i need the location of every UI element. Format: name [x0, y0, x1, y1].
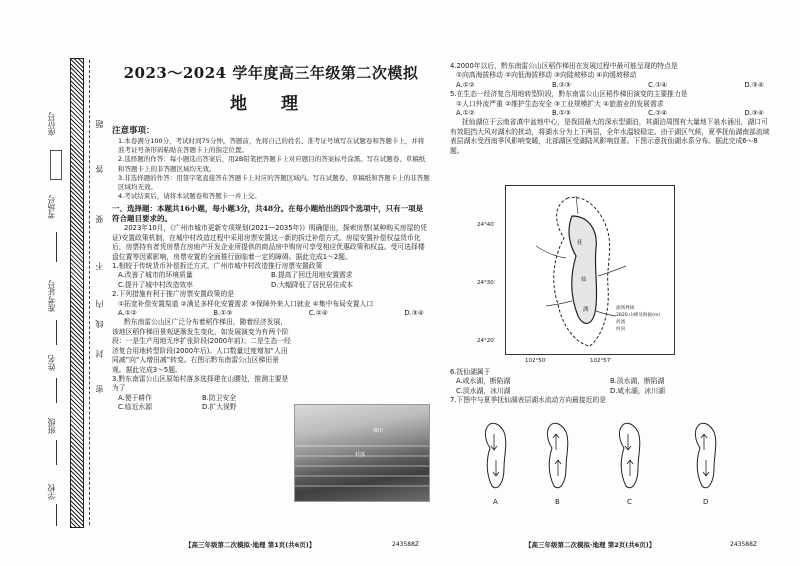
- name-label: 姓名: [47, 355, 56, 371]
- footer-right: 【高三年级第二次模拟·地理 第2页(共6页)】: [525, 541, 656, 549]
- passage-3: 抚仙湖位于云南省滇中盆地中心，是我国最大的深水型湖泊，其湖泊周围有大量地下泉水涌出，湖口可有效阻挡大风对湖水的扰动，将湖水分为上下两层，全年水温较稳定。由于湖区气候，夏季抚仙湖南部流域表层湖水受西南季风影响变暖，北部湖区受湖陆风影响显著。下图示意抚仙湖水系分布。据此完成6～8题。: [450, 118, 770, 155]
- map-lon-label: 102°50′: [525, 358, 547, 364]
- option-d[interactable]: D.大幅降低了居民居住成本: [271, 280, 354, 289]
- question-3: 3.黔东南雷公山区原始村落多选择建在山腰处，推测主要是为了: [112, 374, 289, 393]
- option-d[interactable]: D.③④: [744, 109, 764, 118]
- notice-item: 1.本卷满分100分，考试时间75分钟。答题前，先将自己的姓名、准考证号填写在试题卷和答题卡上，并将准考证号条形码粘贴在答题卡上的指定位置。: [118, 137, 425, 155]
- notice-heading: 注意事项：: [112, 126, 155, 136]
- binding-margin: [0, 0, 110, 566]
- lake-option-c-diagram[interactable]: [612, 420, 648, 492]
- left-column: [112, 62, 430, 413]
- question-3-options: [112, 394, 292, 413]
- code-left: 243588Z: [392, 541, 420, 548]
- option-d[interactable]: D.③④: [404, 309, 424, 318]
- question-2-items: ①拓宽补偿安置渠道 ②满足多样化安置需求 ③保障外来人口就业 ④集中布局安置人口: [118, 299, 374, 308]
- notice-item: 4.考试结束后，请将本试题卷和答题卡一并上交。: [118, 192, 261, 201]
- seal-text: 答: [95, 165, 104, 173]
- map-label-xian: 仙: [581, 277, 587, 283]
- legend-item: 河向: [616, 327, 626, 332]
- class-field[interactable]: [56, 440, 57, 465]
- option-a[interactable]: A.改善了城市的环境质量: [118, 271, 193, 280]
- map-lat-label: 24°30′: [477, 280, 495, 286]
- name-field[interactable]: [56, 378, 57, 403]
- q6-q7-block: [450, 368, 770, 406]
- question-2: 2.下列措施有利于推广房票安置政策的是: [112, 290, 235, 299]
- seal-text: 密: [95, 385, 104, 393]
- seat-label: 座位号: [47, 112, 56, 136]
- legend-item: 河流: [616, 320, 626, 325]
- question-5: 5.在生态一经济复合用地转型阶段，黔东南雷公山区稻作梯田演变的主要推力是: [450, 90, 688, 99]
- seal-text: 题: [95, 120, 104, 128]
- code-right: 243588Z: [730, 541, 758, 548]
- right-column: [450, 62, 770, 156]
- photo-caption-village: 村落: [355, 452, 366, 458]
- binding-hatch-strip: [70, 58, 84, 528]
- question-6: 6.抚仙湖属于: [450, 368, 491, 376]
- exam-title: 2023～2024 学年度高三年级第二次模拟: [123, 64, 419, 82]
- class-label: 班级: [47, 418, 56, 434]
- option-b[interactable]: B.淡水湖，断陷湖: [610, 377, 665, 386]
- option-c[interactable]: C.提升了城中村改造效率: [118, 280, 193, 289]
- map-lat-label: 24°40′: [477, 222, 495, 228]
- ticket-label: 准考证号: [47, 280, 56, 312]
- question-6-options: [450, 377, 770, 396]
- ticket-field[interactable]: [56, 320, 57, 345]
- lake-option-c-label: C: [627, 498, 632, 506]
- option-a[interactable]: A.①②: [456, 80, 475, 89]
- map-label-fu: 抚: [577, 240, 583, 246]
- question-1: 1.相较于传统货币补偿拆迁方式，广州市城中村改造推行房票安置政策: [112, 262, 323, 271]
- section-heading: 一、选择题：本题共16小题，每小题3分，共48分。在每小题给出的四个选项中，只有一项是符合题目要求的。: [112, 204, 424, 224]
- passage-1: 2023年10月，《广州市城市更新专项规划(2021—2035年)》明确提出，探索房票(某种购买房屋的凭证)安置政策机制，在城中村改造过程中采用房票安置这一新的拆迁补偿方式。房屋安置补偿权益货币化后，房票持有者凭房票在房地产开发企业所提供的商品房中购房可享受相应优惠政策和权益。受可选择楼盘位置等因素影响，房票安置的全面推行面临着一定的障碍。据此完成1～2题。: [112, 224, 427, 261]
- footer-left: 【高三年级第二次模拟·地理 第1页(共6页)】: [185, 541, 316, 549]
- option-b[interactable]: B.②③: [552, 80, 572, 89]
- option-c[interactable]: C.①④: [648, 80, 668, 89]
- option-d[interactable]: D.咸水湖，冰川湖: [610, 386, 665, 395]
- option-c[interactable]: C.②④: [308, 309, 328, 318]
- school-field[interactable]: [56, 504, 57, 526]
- option-a[interactable]: A.便于耕作: [118, 393, 152, 402]
- seat-field[interactable]: [50, 150, 62, 180]
- option-c[interactable]: C.②④: [648, 109, 668, 118]
- seal-dashed-line: [89, 60, 90, 525]
- lake-option-d-label: D: [703, 498, 709, 506]
- option-b[interactable]: B.①③: [552, 109, 572, 118]
- seal-text: 封: [95, 350, 104, 358]
- seal-text: 线: [95, 320, 104, 328]
- map-lat-label: 24°20′: [477, 338, 495, 344]
- option-a[interactable]: A.①②: [456, 109, 475, 118]
- map-legend: [616, 305, 660, 333]
- option-c[interactable]: C.淡水湖，冰川湖: [456, 386, 511, 395]
- seal-text: 内: [95, 300, 104, 308]
- question-7: 7.下图中与夏季抚仙湖表层湖水流动方向最接近的是: [450, 396, 607, 405]
- option-a[interactable]: A.①②: [118, 309, 137, 318]
- lake-option-b-diagram[interactable]: [540, 420, 576, 492]
- exam-room-field[interactable]: [56, 232, 57, 262]
- exam-room-label: 考场号: [47, 195, 56, 219]
- lake-option-a-label: A: [493, 498, 498, 506]
- exam-subject: 地 理: [230, 94, 312, 114]
- question-5-items: ①人口外流严重 ②维护生态安全 ③工业规模扩大 ④旅游业的发展需求: [456, 99, 664, 108]
- option-d[interactable]: D.③④: [744, 80, 764, 89]
- question-1-options: [112, 271, 430, 290]
- option-c[interactable]: C.临近水源: [118, 403, 153, 412]
- option-b[interactable]: B.提高了回迁用地安置需求: [271, 271, 353, 280]
- seal-text: 不: [95, 262, 104, 270]
- lake-option-b-label: B: [555, 498, 560, 506]
- option-a[interactable]: A.咸水湖，断陷湖: [456, 377, 511, 386]
- option-d[interactable]: D.扩大视野: [202, 403, 237, 412]
- terrace-photo: [294, 404, 430, 502]
- school-label: 学校: [47, 484, 56, 500]
- option-b[interactable]: B.防卫安全: [202, 393, 237, 402]
- question-4: 4.2000年以后，黔东南雷公山区稻作梯田在发展过程中最可能呈现的特点是: [450, 62, 678, 70]
- passage-2: 黔东南雷公山区广泛分布着稻作梯田，随着经济发展，该地区稻作梯田景观逐渐发生变化，如发展演变为有两个阶段：一是生产用地无序扩张阶段(2000年前)；二是生态一经济复合用地转型阶段(2000年后)。人口数量过度增加“人田同减”向“人增田减”转变。右图示黔东南雷公山区梯田景观。据此完成3～5题。: [112, 318, 291, 374]
- lake-option-d-diagram[interactable]: [688, 420, 724, 492]
- question-4-items: ①向高海拔移动 ②向低海拔移动 ③向陡坡移动 ④向缓坡移动: [456, 71, 637, 80]
- lake-option-a-diagram[interactable]: [478, 420, 514, 492]
- legend-item: 流域界线: [616, 306, 635, 311]
- seal-text: 要: [95, 215, 104, 223]
- notice-item: 3.非选择题的作答：用签字笔直接答在答题卡上对应的答题区域内。写在试题卷、草稿纸和答题卡上的非答题区域均无效。: [118, 173, 430, 192]
- legend-item: 2820 山峰及海拔(m): [616, 313, 661, 318]
- map-label-hu: 湖: [583, 307, 589, 313]
- photo-caption-terrace: 梯田: [373, 428, 384, 434]
- notice-item: 2.选择题的作答：每小题选出答案后，用2B铅笔把答题卡上对应题目的答案标号涂黑。写在试题卷、草稿纸和答题卡上的非答题区域均无效。: [118, 155, 426, 173]
- map-lon-label: 102°57′: [590, 358, 612, 364]
- question-4-options: [450, 81, 770, 90]
- option-b[interactable]: B.①③: [213, 309, 233, 318]
